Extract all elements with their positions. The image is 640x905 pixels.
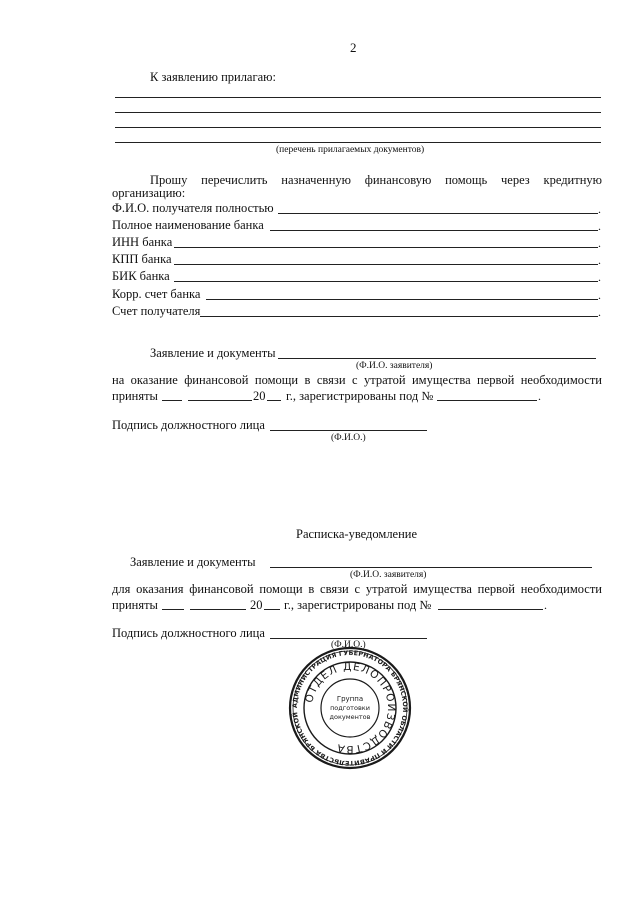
request-line-1: Прошу перечислить назначенную финансовую помощь через кредитную xyxy=(150,173,602,187)
field-end-dot: . xyxy=(598,202,601,216)
receipt-accepted-label: приняты xyxy=(112,598,158,612)
receipt-year-prefix: 20 xyxy=(250,598,263,612)
field-end-dot: . xyxy=(598,305,601,319)
stamp-outer-text: АДМИНИСТРАЦИЯ ГУБЕРНАТОРА БРЯНСКОЙ ОБЛАСТИ И ПРАВИТЕЛЬСТВА БРЯНСКОЙ xyxy=(290,648,410,768)
field-label-kpp: КПП банка xyxy=(112,252,172,266)
section1-caption: (Ф.И.О. заявителя) xyxy=(356,361,433,371)
receipt-label: Заявление и документы xyxy=(130,555,256,569)
field-kpp-line[interactable] xyxy=(174,264,598,265)
receipt-signature-line[interactable] xyxy=(270,638,427,639)
field-label-bank-name: Полное наименование банка xyxy=(112,218,264,232)
section1-reg-number-line[interactable] xyxy=(437,400,537,401)
section1-signature-label: Подпись должностного лица xyxy=(112,418,265,432)
section1-day-line[interactable] xyxy=(162,400,182,401)
receipt-text-line-1: для оказания финансовой помощи в связи с утратой имущества первой необходимости xyxy=(112,582,602,596)
stamp-center-line-2: подготовки xyxy=(330,704,370,712)
field-end-dot: . xyxy=(598,288,601,302)
field-recipient-account-line[interactable] xyxy=(200,316,598,317)
receipt-registered-label: г., зарегистрированы под № xyxy=(284,598,432,612)
attachments-caption: (перечень прилагаемых документов) xyxy=(276,145,425,155)
page-number: 2 xyxy=(350,40,357,55)
section1-label: Заявление и документы xyxy=(150,346,276,360)
field-corr-account-line[interactable] xyxy=(206,299,598,300)
field-inn-line[interactable] xyxy=(174,247,598,248)
receipt-applicant-line[interactable] xyxy=(270,567,592,568)
receipt-caption: (Ф.И.О. заявителя) xyxy=(350,570,427,580)
attachments-heading: К заявлению прилагаю: xyxy=(150,70,276,84)
field-end-dot: . xyxy=(598,270,601,284)
section1-signature-line[interactable] xyxy=(270,430,427,431)
receipt-day-line[interactable] xyxy=(162,609,184,610)
section1-signature-caption: (Ф.И.О.) xyxy=(331,433,366,443)
attachments-line-2[interactable] xyxy=(115,112,601,113)
attachments-line-1[interactable] xyxy=(115,97,601,98)
receipt-year-line[interactable] xyxy=(264,609,280,610)
field-bank-name-line[interactable] xyxy=(270,230,598,231)
field-end-dot: . xyxy=(598,253,601,267)
field-end-dot: . xyxy=(598,219,601,233)
field-label-corr-account: Корр. счет банка xyxy=(112,287,201,301)
stamp-center-line-3: документов xyxy=(329,713,371,721)
receipt-signature-caption: (Ф.И.О.) xyxy=(331,640,366,650)
section1-end-dot: . xyxy=(538,389,541,403)
section1-accepted-label: приняты xyxy=(112,389,158,403)
field-label-inn: ИНН банка xyxy=(112,235,173,249)
department-stamp xyxy=(288,646,412,770)
stamp-center-line-1: Группа xyxy=(336,695,364,703)
receipt-month-line[interactable] xyxy=(190,609,246,610)
field-label-recipient-name: Ф.И.О. получателя полностью xyxy=(112,201,274,215)
attachments-line-3[interactable] xyxy=(115,127,601,128)
section1-text-line-1: на оказание финансовой помощи в связи с утратой имущества первой необходимости xyxy=(112,373,602,387)
receipt-end-dot: . xyxy=(544,598,547,612)
field-label-bik: БИК банка xyxy=(112,269,170,283)
request-line-2: организацию: xyxy=(112,186,186,200)
section1-month-line[interactable] xyxy=(188,400,252,401)
field-label-recipient-account: Счет получателя xyxy=(112,304,201,318)
field-bik-line[interactable] xyxy=(174,281,598,282)
section1-year-line[interactable] xyxy=(267,400,281,401)
field-recipient-name-line[interactable] xyxy=(278,213,598,214)
receipt-signature-label: Подпись должностного лица xyxy=(112,626,265,640)
stamp-seal-icon xyxy=(288,646,412,770)
stamp-middle-text: ОТДЕЛ ДЕЛОПРОИЗВОДСТВА xyxy=(303,660,398,756)
section1-registered-label: г., зарегистрированы под № xyxy=(286,389,434,403)
section1-year-prefix: 20 xyxy=(253,389,266,403)
field-end-dot: . xyxy=(598,236,601,250)
attachments-line-4[interactable] xyxy=(115,142,601,143)
receipt-title: Расписка-уведомление xyxy=(296,527,418,541)
section1-applicant-line[interactable] xyxy=(278,358,596,359)
receipt-reg-number-line[interactable] xyxy=(438,609,543,610)
